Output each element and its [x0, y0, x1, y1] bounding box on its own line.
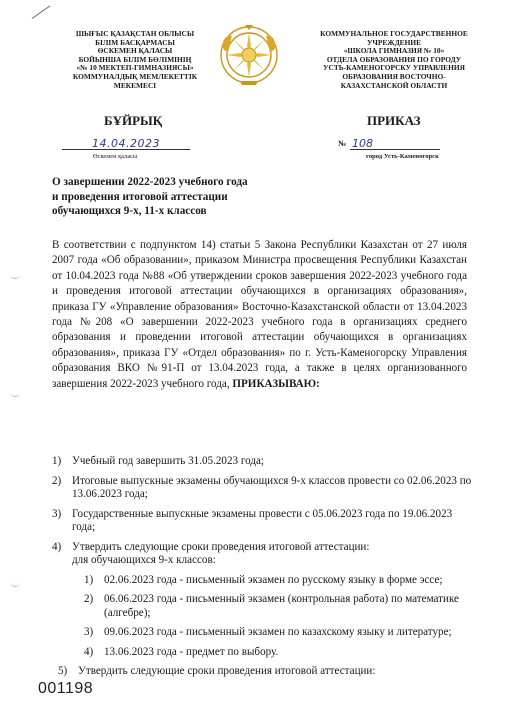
list-item — [52, 455, 472, 469]
subject-line: О завершении 2022-2023 учебного года — [52, 176, 248, 188]
item-number: 1) — [52, 455, 62, 467]
list-item — [52, 475, 472, 502]
order-items — [52, 455, 472, 685]
order-number-field — [350, 133, 440, 150]
header-kazakh — [60, 30, 210, 90]
item-text: Государственные выпускные экзамены провести с 05.06.2023 года по 19.06.2023 года; — [72, 507, 453, 533]
number-sign: № — [338, 139, 347, 148]
preamble — [52, 238, 467, 392]
header-line: КОММУНАЛЬНОЕ ГОСУДАРСТВЕННОЕ — [320, 29, 468, 38]
item-number: 3) — [52, 507, 62, 520]
item-text: Утвердить следующие сроки проведения итоговой аттестации: — [78, 665, 376, 677]
sub-item-text: 06.06.2023 года - письменный экзамен (контрольная работа) по математике (алгебре); — [104, 593, 459, 619]
punch-hole-mark — [10, 388, 20, 397]
order-number-handwritten: 108 — [352, 137, 373, 150]
sub-list-item — [84, 574, 472, 588]
sub-item-text: 13.06.2023 года - предмет по выбору. — [104, 645, 279, 658]
order-title-kazakh: БҰЙРЫҚ — [104, 113, 163, 128]
serial-number: 001198 — [38, 680, 94, 697]
punch-hole-mark — [10, 578, 20, 587]
header-line: КАЗАХСТАНСКОЙ ОБЛАСТИ — [340, 80, 448, 90]
header-line: БІЛІМ БАСҚАРМАСЫ — [95, 37, 175, 47]
order-title-russian: ПРИКАЗ — [367, 113, 421, 128]
header-line: ОТДЕЛА ОБРАЗОВАНИЯ ПО ГОРОДУ — [326, 54, 462, 64]
item-text: Учебный год завершить 31.05.2023 года; — [72, 455, 264, 467]
sub-list-item — [84, 646, 472, 660]
order-date-field — [62, 133, 190, 150]
header-line: ОБРАЗОВАНИЯ ВОСТОЧНО- — [342, 71, 446, 81]
list-item — [52, 508, 472, 535]
order-date-handwritten: 14.04.2023 — [92, 137, 160, 150]
item-continuation: для обучающихся 9-х классов: — [72, 554, 216, 566]
scan-mark — [32, 5, 51, 18]
place-kazakh: Өскемен қаласы — [93, 153, 138, 160]
item-text: Утвердить следующие сроки проведения итоговой аттестации: — [72, 540, 370, 553]
preamble-paragraph — [52, 238, 467, 392]
preamble-text: В соответствии с подпунктом 14) статьи 5 Закона Республики Казахстан от 27 июля 2007 года «Об образовании», приказом Министра просвещения Республики Казахстан от 10.04.2023 года №88 «Об утверждении сроков завершения 2022-2023 учебного года и проведения итоговой аттестации обучающихся в организациях образования», приказа ГУ «Управление образования» Восточно-Казахстанской области от 13.04.2023 года №208 «О завершении 2022-2023 учебного года в организациях среднего образования и проведении итоговой аттестации обучающихся в организациях образования», приказа ГУ «Отдел образования» по г. Усть-Каменогорску Управления образования ВКО №91-П от 13.04.2023 года, а также в целях организованного завершения 2022-2023 учебного года, — [52, 239, 467, 390]
place-russian: город Усть-Каменогорск — [366, 153, 439, 160]
sub-item-number: 3) — [84, 626, 94, 638]
order-subject — [52, 175, 352, 219]
item-number: 2) — [52, 474, 62, 487]
header-line: ӨСКЕМЕН ҚАЛАСЫ — [97, 46, 173, 56]
header-line: «ШКОЛА ГИМНАЗИЯ № 10» — [343, 46, 445, 56]
header-line: КОММУНАЛДЫҚ МЕМЛЕКЕТТІК — [72, 71, 198, 81]
sub-list-item — [84, 626, 472, 640]
sub-list-item — [84, 593, 472, 620]
header-line: МЕКЕМЕСІ — [113, 80, 157, 90]
subject-line: обучающихся 9-х, 11-х классов — [52, 205, 207, 217]
sub-item-number: 2) — [84, 593, 94, 605]
item-text: Итоговые выпускные экзамены обучающихся 9-х классов провести со 02.06.2023 по 13.06.2023 года; — [72, 474, 472, 500]
header-line: УСТЬ-КАМЕНОГОРСКУ УПРАВЛЕНИЯ — [323, 63, 465, 73]
sub-item-number: 4) — [84, 645, 94, 658]
header-line: БОЙЫНША БІЛІМ БӨЛІМІНІҢ — [78, 54, 192, 64]
order-word: ПРИКАЗЫВАЮ: — [232, 377, 320, 390]
punch-hole-mark — [10, 270, 20, 279]
sub-item-text: 09.06.2023 года - письменный экзамен по казахскому языку и литературе; — [104, 626, 452, 638]
item-number: 4) — [52, 540, 62, 553]
header-russian — [308, 30, 480, 90]
sub-item-number: 1) — [84, 573, 94, 586]
item-number: 5) — [58, 665, 68, 677]
sub-items — [52, 574, 472, 660]
state-emblem-icon — [218, 24, 280, 86]
list-item — [58, 665, 472, 679]
list-item — [52, 541, 472, 568]
sub-item-text: 02.06.2023 года - письменный экзамен по русскому языку в форме эссе; — [104, 573, 443, 586]
header-line: ШЫҒЫС ҚАЗАҚСТАН ОБЛЫСЫ — [75, 29, 195, 38]
header-line: УЧРЕЖДЕНИЕ — [366, 37, 422, 47]
subject-line: и проведения итоговой аттестации — [52, 190, 228, 203]
header-line: «№ 10 МЕКТЕП-ГИМНАЗИЯСЫ» — [76, 63, 194, 73]
